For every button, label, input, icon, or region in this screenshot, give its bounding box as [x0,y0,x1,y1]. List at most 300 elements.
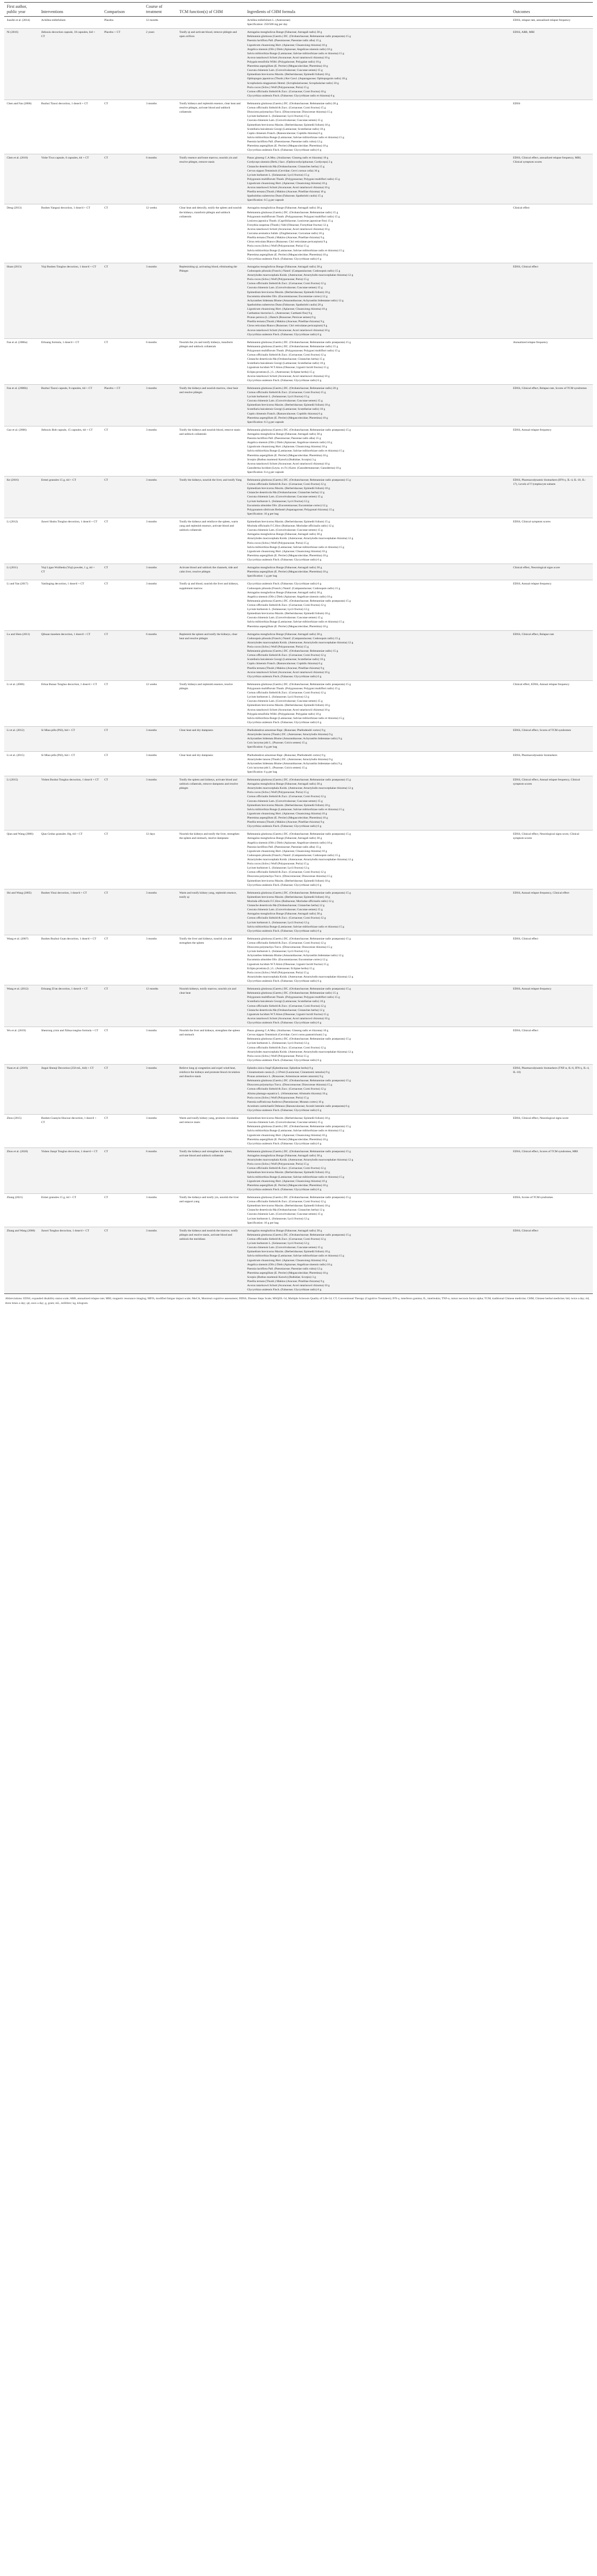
ingredient-item: Cuscuta chinensis Lam. (Convolvulaceae; Cuscutae semen) 15 g [247,529,323,532]
cell-ingredients [245,935,510,985]
cell-intervention: Jiebuxiu decoction capsule, 18 capsules, bid + CT [39,29,102,100]
ingredient-item: Ganoderma lucidum (Leyss. ex Fr.) Karst. (Ganodermataceae; Ganoderma) 10 g [247,466,341,470]
table-row [4,1147,593,1193]
ingredient-item: Lycium barbarum L. (Solanaceae; Lycii fructus) 12 g [247,695,309,699]
cell-function: Replenish the spleen and tonify the kidneys, clear heat and resolve phlegm [177,630,245,680]
ingredient-item: Dioscorea polystachya Turcz. (Dioscoreaceae; Dioscoreae rhizoma) 15 g [247,946,333,949]
cell-course: 3 months [143,751,177,776]
cell-ingredients [245,204,510,263]
cell-ingredients [245,726,510,751]
cell-author: Shi and Wang (2005) [4,889,39,935]
cell-function: Nourish kidneys, tonify marrow, nourish yin and clear heat [177,985,245,1027]
cell-course: 3 months [143,1115,177,1148]
cell-author: Gao et al. (2006) [4,426,39,476]
ingredient-item: Epimedium brevicornu Maxim. (Berberidaceae; Epimedii folium) 10 g [247,704,330,707]
ingredient-item: Coptis chinensis Franch. (Ranunculaceae; Coptidis rhizoma) 6 g [247,131,323,135]
ingredient-item: Eclipta prostrata (L.) L. (Asteraceae; Ecliptae herba) 15 g [247,370,314,374]
cell-outcomes: EDSS, relapse rate, annualized relapse frequency [510,17,593,29]
cell-course: 12 months [143,985,177,1027]
ingredient-item: Atractylodes macrocephala Koidz. (Asteraceae; Atractylodis macrocephalae rhizoma) 12 g [247,537,354,541]
ingredient-item: Acorus tatarinowii Schott (Acoraceae; Acori tatarinowii rhizoma) 10 g [247,186,330,190]
cell-author: Li et al. (2012) [4,726,39,751]
ingredient-item: Ligusticum chuanxiong Hort. (Apiaceae; Chuanxiong rhizoma) 10 g [247,812,327,815]
cell-outcomes: EDSS, Clinical effect [510,1027,593,1065]
ingredient-item: Rehmannia glutinosa (Gaertn.) DC. (Orobanchaceae; Rehmanniae radix praeparata) 15 g [247,1150,351,1153]
ingredient-item: Pheretima aspergillum (E. Perrier) (Megascolecidae; Pheretima) 10 g [247,1271,328,1275]
cell-intervention: Jiebuxiu Bolt capsule, 15 capsules, tid + CT [39,426,102,476]
ingredient-item: Codonopsis pilosula (Franch.) Nannf. (Campanulaceae; Codonopsis radix) 15 g [247,853,340,857]
cell-function: Nourish the yin and tonify kidneys, transform phlegm and unblock collaterals [177,338,245,384]
ingredient-item: Ligustrum lucidum W.T.Aiton (Oleaceae; Ligustri lucidi fructus) 15 g [247,962,329,966]
ingredient-item: Scutellaria baicalensis Georgi (Lamiaceae; Scutellariae radix) 10 g [247,408,325,411]
ingredient-item: Specification: 10 g per bag [247,512,279,516]
cell-outcomes: EDSS, Pharmacodynamic biomarkers [510,751,593,776]
cell-course: 3 months [143,564,177,580]
cell-author: Wang et al. (2007) [4,935,39,985]
ingredient-item: Ligusticum chuanxiong Hort. (Apiaceae; Chuanxiong rhizoma) 10 g [247,43,327,47]
ingredient-item: Atractylodes macrocephala Koidz. (Asteraceae; Atractylodis macrocephalae rhizoma) 12 g [247,975,354,979]
ingredient-item: Poria cocos (Schw.) Wolf (Polyporaceae; Poria) 15 g [247,645,309,649]
ingredient-item: Cuscuta chinensis Lam. (Convolvulaceae; Cuscutae semen) 15 g [247,799,323,803]
ingredient-item: Phellodendron amurense Rupr. (Rutaceae; Phellodendri cortex) 9 g [247,728,326,732]
ingredient-item: Astragalus mongholicus Bunge (Fabaceae; Astragali radix) 30 g [247,912,322,916]
cell-intervention: Buzhui Tiaoxi decoction, 1 dose/d + CT [39,100,102,154]
ingredient-item: Cornus officinalis Siebold & Zucc. (Cornaceae; Corni fructus) 12 g [247,483,326,486]
ingredient-item: Atractylodes lancea (Thunb.) DC. (Asteraceae; Atractylodis rhizoma) 9 g [247,758,333,761]
cell-outcomes: EDSS [510,100,593,154]
cell-ingredients [245,154,510,204]
cell-author: Fan et al. (2006b) [4,384,39,426]
cell-intervention: Si Miao pills (Pill), bid + CT [39,726,102,751]
ingredient-item: Cervus nippon Temminck (Cervidae; Cervi cornus colla) 10 g [247,169,320,173]
ingredient-item: Salvia miltiorrhiza Bunge (Lamiaceae; Salviae miltiorrhizae radix et rhizoma) 15 g [247,1175,345,1179]
cell-ingredients [245,338,510,384]
ingredient-item: Achyranthes bidentata Blume (Amaranthaceae; Achyranthis bidentatae radix) 9 g [247,737,343,741]
cell-outcomes: EDSS, Clinical effect [510,263,593,338]
cell-comparison: Placebo + CT [102,29,143,100]
cell-intervention: Yiqi Ligan Wuliheda (Yiqi) powder, 1 g, tid + CT [39,564,102,580]
cell-comparison: CT [102,889,143,935]
ingredient-item: Cuscuta chinensis Lam. (Convolvulaceae; Cuscutae semen) 15 g [247,495,323,499]
ingredient-item: Scutellaria baicalensis Georgi (Lamiaceae; Scutellariae radix) 10 g [247,658,325,662]
ingredient-item: Pheretima aspergillum (E. Perrier) (Megascolecidae; Pheretima) 10 g [247,1138,328,1141]
ingredient-item: Rehmannia glutinosa (Gaertn.) DC. (Orobanchaceae; Rehmanniae radix praeparata) 15 g [247,891,351,895]
cell-function: Tonify kidneys and replenish essence, resolve phlegm [177,680,245,726]
ingredient-item: Atractylodes macrocephala Koidz. (Asteraceae; Atractylodis macrocephalae rhizoma) 12 g [247,274,354,277]
ingredient-item: Atractylodes macrocephala Koidz. (Asteraceae; Atractylodis macrocephalae rhizoma) 12 g [247,641,354,644]
ingredient-item: Cuscuta chinensis Lam. (Convolvulaceae; Cuscutae semen) 15 g [247,616,323,620]
cell-comparison: CT [102,426,143,476]
cell-comparison: CT [102,680,143,726]
cell-intervention: Erhuang formula, 1 dose/d + CT [39,338,102,384]
ingredient-item: Cornus officinalis Siebold & Zucc. (Cornaceae; Corni fructus) 12 g [247,282,326,286]
ingredient-item: Salvia miltiorrhiza Bunge (Lamiaceae; Salviae miltiorrhizae radix et rhizoma) 15 g [247,808,345,811]
table-row [4,263,593,338]
ingredient-item: Morinda officinalis F.C.How (Rubiaceae; Morindae officinalis radix) 12 g [247,900,334,903]
ingredient-item: Cornus officinalis Siebold & Zucc. (Cornaceae; Corni fructus) 12 g [247,1046,326,1049]
ingredient-item: Astragalus mongholicus Bunge (Fabaceae; Astragali radix) 30 g [247,432,322,436]
ingredient-item: Glycyrrhiza uralensis Fisch. (Fabaceae; Glycyrrhizae radix) 6 g [247,379,322,382]
ingredient-item: Dioscorea polystachya Turcz. (Dioscoreaceae; Dioscoreae rhizoma) 15 g [247,875,333,878]
cell-course: 6 months [143,154,177,204]
ingredient-item: Glycyrrhiza uralensis Fisch. (Fabaceae; Glycyrrhizae radix) 6 g [247,582,322,586]
cell-intervention: Yishen Jianpi Tongluo decoction, 1 dose/d + CT [39,1147,102,1193]
header-function: TCM function(s) of CHM [177,3,245,17]
ingredient-item: Salvia miltiorrhiza Bunge (Lamiaceae; Salviae miltiorrhizae radix et rhizoma) 15 g [247,52,345,55]
cell-author: Qian and Wang (2006) [4,831,39,889]
table-row [4,935,593,985]
ingredient-item: Specification: 0.5 g per capsule [247,199,284,202]
ingredient-item: Poria cocos (Schw.) Wolf (Polyporaceae; Poria) 15 g [247,1163,309,1166]
table-row [4,29,593,100]
ingredient-item: Specification: 6 g per bag [247,746,277,749]
ingredient-item: Ligusticum chuanxiong Hort. (Apiaceae; Chuanxiong rhizoma) 10 g [247,1259,327,1262]
ingredient-item: Acorus tatarinowii Schott (Acoraceae; Acori tatarinowii rhizoma) 10 g [247,462,330,466]
cell-author: Lu and Shen (2011) [4,630,39,680]
cell-author: Chen et al. (2016) [4,154,39,204]
ingredient-item: Astragalus mongholicus Bunge (Fabaceae; Astragali radix) 30 g [247,1229,322,1232]
cell-function: Tonify the kidneys and nourish the marrow, tonify phlegm and resolve stasis, activate blood and unblock the meridians [177,1227,245,1294]
ingredient-item: Pinellia ternata (Thunb.) Makino (Araceae; Pinelliae rhizoma) 10 g [247,190,326,194]
ingredient-item: Rehmannia glutinosa (Gaertn.) DC. (Orobanchaceae; Rehmanniae radix) 20 g [247,102,338,105]
table-row [4,630,593,680]
cell-outcomes: EDSS, Annual relapse frequency [510,426,593,476]
studies-table [4,2,593,1294]
ingredient-item: Cornus officinalis Siebold & Zucc. (Cornaceae; Corni fructus) 10 g [247,90,326,93]
cell-intervention: Bushen Yangsui decoction, 1 dose/d + CT [39,204,102,263]
ingredient-item: Atractylodes lancea (Thunb.) DC. (Asteraceae; Atractylodis rhizoma) 9 g [247,733,333,737]
ingredient-item: Lycium barbarum L. (Solanaceae; Lycii fructus) 15 g [247,395,309,399]
cell-comparison: CT [102,338,143,384]
ingredient-item: Prunus persica (L.) Batsch (Rosaceae; Persicae semen) 9 g [247,316,316,320]
ingredient-item: Poria cocos (Schw.) Wolf (Polyporaceae; Poria) 15 g [247,278,309,282]
ingredient-item: Glycyrrhiza uralensis Fisch. (Fabaceae; Glycyrrhizae radix) 6 g [247,721,322,724]
ingredient-item: Epimedium brevicornu Maxim. (Berberidaceae; Epimedii folium) 10 g [247,1250,330,1254]
ingredient-item: Rehmannia glutinosa (Gaertn.) DC. (Orobanchaceae; Rehmanniae radix praeparata) 15 g [247,599,351,603]
ingredient-item: Achillea millefolium L. (Asteraceae) [247,19,290,22]
table-row [4,1027,593,1065]
ingredient-item: Scutellaria baicalensis Georgi (Lamiaceae; Scutellariae radix) 10 g [247,127,325,131]
cell-ingredients [245,680,510,726]
cell-course: 3 months [143,1227,177,1294]
ingredient-item: Cinnamomum cassia (L.) J.Presl (Lauraceae; Cinnamomi ramulus) 9 g [247,1071,330,1075]
ingredient-item: Lycium barbarum L. (Solanaceae; Lycii fructus) 12 g [247,499,309,503]
ingredient-item: Coptis chinensis Franch. (Ranunculaceae; Coptidis rhizoma) 6 g [247,662,323,666]
cell-author: Ke (2016) [4,477,39,518]
ingredient-item: Salvia miltiorrhiza Bunge (Lamiaceae; Salviae miltiorrhizae radix et rhizoma) 15 g [247,925,345,929]
cell-outcomes: EDSS, Annual relapse frequency, Clinical effect [510,889,593,935]
cell-author: Zhou (2015) [4,1115,39,1148]
cell-ingredients [245,1115,510,1148]
ingredient-item: Cistanche deserticola Ma (Orobanchaceae; Cistanches herba) 12 g [247,491,325,495]
ingredient-item: Rehmannia glutinosa (Gaertn.) DC. (Orobanchaceae; Rehmanniae radix praeparata) 15 g [247,778,351,782]
ingredient-item: Achyranthes bidentata Blume (Amaranthaceae; Achyranthis bidentatae radix) 9 g [247,762,343,765]
ingredient-item: Poria cocos (Schw.) Wolf (Polyporaceae; Poria) 15 g [247,862,309,866]
header-row [4,3,593,17]
ingredient-item: Astragalus mongholicus Bunge (Fabaceae; Astragali radix) 30 g [247,837,322,840]
cell-comparison: CT [102,204,143,263]
ingredient-item: Cuscuta chinensis Lam. (Convolvulaceae; Cuscutae semen) 15 g [247,399,323,403]
cell-course: 3 months [143,889,177,935]
ingredient-item: Codonopsis pilosula (Franch.) Nannf. (Campanulaceae; Codonopsis radix) 15 g [247,270,340,273]
ingredient-item: Specification: 6 g per bag [247,770,277,774]
ingredient-item: Scorpio (Buthus martensii Karsch) (Buthidae; Scorpio) 3 g [247,458,316,461]
ingredient-item: Cistanche deserticola Ma (Orobanchaceae; Cistanches herba) 12 g [247,904,325,908]
ingredient-item: Epimedium brevicornu Maxim. (Berberidaceae; Epimedii folium) 10 g [247,1117,330,1120]
table-row [4,384,593,426]
ingredient-item: Poria cocos (Schw.) Wolf (Polyporaceae; Poria) 15 g [247,86,309,89]
cell-ingredients [245,831,510,889]
cell-comparison: CT [102,477,143,518]
cell-intervention: Jingui Shenqi Decoction (250 mL, bid) + CT [39,1064,102,1114]
cell-comparison: CT [102,1115,143,1148]
cell-author: Huan (2013) [4,263,39,338]
ingredient-item: Pinellia ternata (Thunb.) Makino (Araceae; Pinelliae rhizoma) 9 g [247,821,324,824]
ingredient-item: Ligusticum chuanxiong Hort. (Apiaceae; Chuanxiong rhizoma) 10 g [247,445,327,449]
header-author: First author, public year [4,3,39,17]
cell-comparison: CT [102,518,143,564]
table-row [4,426,593,476]
ingredient-item: Rehmannia glutinosa (Gaertn.) DC. (Orobanchaceae; Rehmanniae radix) 20 g [247,386,338,390]
cell-outcomes: EDSS, Clinical effect, Relapse rate, Scores of TCM syndromes [510,384,593,426]
cell-author: Li (2011) [4,564,39,580]
cell-function: Tonify the spleen and kidneys, activate blood and unblock collaterals, remove dampness and resolve phlegm [177,776,245,831]
ingredient-item: Acorus tatarinowii Schott (Acoraceae; Acori tatarinowii rhizoma) 10 g [247,228,330,231]
ingredient-item: Cornus officinalis Siebold & Zucc. (Cornaceae; Corni fructus) 12 g [247,1004,326,1008]
ingredient-item: Angelica sinensis (Oliv.) Diels (Apiaceae; Angelicae sinensis radix) 10 g [247,441,333,445]
ingredient-item: Citrus reticulata Blanco (Rutaceae; Citri reticulatae pericarpium) 9 g [247,324,327,328]
cell-ingredients [245,29,510,100]
cell-function: Nourish the kidneys and tonify the liver, strengthen the spleen and stomach, resolve dampness [177,831,245,889]
table-row [4,17,593,29]
ingredient-item: Lycium barbarum L. (Solanaceae; Lycii fructus) 12 g [247,950,309,954]
ingredient-item: Angelica sinensis (Oliv.) Diels (Apiaceae; Angelicae sinensis radix) 10 g [247,1263,333,1266]
cell-course: 6 months [143,338,177,384]
cell-outcomes: EDSS, Clinical symptom scores [510,518,593,564]
cell-outcomes: EDSS, Clinical effect, Neurological signs score, Clinical symptom scores [510,831,593,889]
cell-course: 3 months [143,1194,177,1227]
ingredient-item: Cordyceps sinensis (Berk.) Sacc. (Ophiocordycipitaceae; Cordyceps) 3 g [247,161,333,164]
ingredient-item: Scutellaria baicalensis Georgi (Lamiaceae; Scutellariae radix) 10 g [247,362,325,365]
ingredient-item: Atractylodes macrocephala Koidz. (Asteraceae; Atractylodis macrocephalae rhizoma) 12 g [247,787,354,790]
ingredient-item: Salvia miltiorrhiza Bunge (Lamiaceae; Salviae miltiorrhizae radix et rhizoma) 15 g [247,1254,345,1258]
ingredient-item: Ligusticum chuanxiong Hort. (Apiaceae; Chuanxiong rhizoma) 10 g [247,1133,327,1137]
cell-author: Li et al. (2015) [4,751,39,776]
cell-course: 6 months [143,630,177,680]
cell-function: Clear heat and dry dampness [177,726,245,751]
cell-outcomes: Clinical effect, Neurological signs score [510,564,593,580]
cell-comparison: CT [102,985,143,1027]
ingredient-item: Glycyrrhiza uralensis Fisch. (Fabaceae; Glycyrrhizae radix) 6 g [247,1188,322,1191]
ingredient-item: Paeonia lactiflora Pall. (Paeoniaceae; Paeoniae radix alba) 15 g [247,39,321,43]
ingredient-item: Astragalus mongholicus Bunge (Fabaceae; Astragali radix) 30 g [247,566,322,570]
cell-intervention: Shenrong yixin and Xihua tongluo formula + CT [39,1027,102,1065]
ingredient-item: Ephedra sinica Stapf (Ephedraceae; Ephedrae herba) 9 g [247,1066,313,1070]
cell-function: Tonify the kidneys and tonify yin, nourish the liver and support yang [177,1194,245,1227]
ingredient-item: Cornus officinalis Siebold & Zucc. (Cornaceae; Corni fructus) 12 g [247,1088,326,1091]
cell-function: Replenishing qi, activating blood, eliminating the Phlegm [177,263,245,338]
ingredient-item: Cornus officinalis Siebold & Zucc. (Cornaceae; Corni fructus) 12 g [247,871,326,874]
ingredient-item: Epimedium brevicornu Maxim. (Berberidaceae; Epimedii folium) 10 g [247,1171,330,1175]
ingredient-item: Pheretima aspergillum (E. Perrier) (Megascolecidae; Pheretima) 10 g [247,65,328,68]
cell-ingredients [245,1027,510,1065]
ingredient-item: Poria cocos (Schw.) Wolf (Polyporaceae; Poria) 15 g [247,971,309,974]
cell-author: Li (2015) [4,776,39,831]
cell-ingredients [245,477,510,518]
cell-author: Zhang (2021) [4,1194,39,1227]
cell-course: 2 years [143,29,177,100]
ingredient-item: Poria cocos (Schw.) Wolf (Polyporaceae; Poria) 15 g [247,1054,309,1058]
table-row [4,726,593,751]
cell-outcomes: Clinical effect, EDSS, Annual relapse frequency [510,680,593,726]
ingredient-item: Coix lacryma-jobi L. (Poaceae; Coicis semen) 15 g [247,766,307,770]
ingredient-item: Citrus reticulata Blanco (Rutaceae; Citri reticulatae pericarpium) 9 g [247,240,327,244]
ingredient-item: Coix lacryma-jobi L. (Poaceae; Coicis semen) 15 g [247,741,307,745]
ingredient-item: Acorus tatarinowii Schott (Acoraceae; Acori tatarinowii rhizoma) 10 g [247,1284,330,1288]
ingredient-item: Pheretima aspergillum (E. Perrier) (Megascolecidae; Pheretima) 10 g [247,1183,328,1187]
cell-course: 3 months [143,477,177,518]
ingredient-item: Salvia miltiorrhiza Bunge (Lamiaceae; Salviae miltiorrhizae radix et rhizoma) 15 g [247,449,345,453]
ingredient-item: Cistanche deserticola Ma (Orobanchaceae; Cistanches herba) 12 g [247,1008,325,1012]
ingredient-item: Pheretima aspergillum (E. Perrier) (Megascolecidae; Pheretima) 10 g [247,554,328,557]
ingredient-item: Phellodendron amurense Rupr. (Rutaceae; Phellodendri cortex) 9 g [247,753,326,757]
cell-function: Tonify qi and activate blood, remove phlegm and open orifices [177,29,245,100]
ingredient-item: Paeonia lactiflora Pall. (Paeoniaceae; Paeoniae radix rubra) 12 g [247,1267,322,1271]
ingredient-item: Glycyrrhiza uralensis Fisch. (Fabaceae; Glycyrrhizae radix et rhizoma) 6 g [247,94,335,97]
cell-function: Warm and tonify kidney yang, replenish essence, tonify qi [177,889,245,935]
cell-course: 3 months [143,1064,177,1114]
cell-course: 3 months [143,580,177,630]
cell-comparison: CT [102,1147,143,1193]
table-row [4,1227,593,1294]
cell-function: Tonify qi and blood, nourish the liver and kidneys, supplement marrow [177,580,245,630]
table-body [4,17,593,1294]
cell-comparison: CT [102,1227,143,1294]
ingredient-item: Angelica sinensis (Oliv.) Diels (Apiaceae; Angelicae sinensis radix) 10 g [247,595,333,599]
cell-author: Wang et al. (2012) [4,985,39,1027]
cell-comparison: CT [102,1194,143,1227]
ingredient-item: Polygonum multiflorum Thunb. (Polygonaceae; Polygoni multiflori radix) 15 g [247,349,340,352]
table-row [4,680,593,726]
ingredient-item: Ligusticum chuanxiong Hort. (Apiaceae; Chuanxiong rhizoma) 10 g [247,849,327,853]
ingredient-item: Salvia miltiorrhiza Bunge (Lamiaceae; Salviae miltiorrhizae radix et rhizoma) 15 g [247,620,345,624]
ingredient-item: Forsythia suspensa (Thunb.) Vahl (Oleaceae; Forsythiae fructus) 12 g [247,223,328,227]
ingredient-item: Pheretima aspergillum (E. Perrier) (Megascolecidae; Pheretima) 10 g [247,416,328,420]
table-row [4,477,593,518]
ingredient-item: Scrophularia ningpoensis Hemsl. (Scrophulariaceae; Scrophulariae radix) 10 g [247,81,339,85]
ingredient-item: Glycyrrhiza uralensis Fisch. (Fabaceae; Glycyrrhizae radix) 6 g [247,1058,322,1062]
ingredient-item: Glycyrrhiza uralensis Fisch. (Fabaceae; Glycyrrhizae radix) 6 g [247,825,322,828]
ingredient-item: Polygonum multiflorum Thunb. (Polygonaceae; Polygoni multiflori radix) 15 g [247,177,340,181]
ingredient-item: Lonicera japonica Thunb. (Caprifoliaceae; Lonicerae japonicae flos) 15 g [247,219,333,223]
header-ingredients: Ingredients of CHM formula [245,3,510,17]
cell-comparison: CT [102,564,143,580]
cell-outcomes: EDSS, Scores of TCM syndromes [510,1194,593,1227]
ingredient-item: Scutellaria baicalensis Georgi (Lamiaceae; Scutellariae radix) 10 g [247,1000,325,1004]
ingredient-item: Epimedium brevicornu Maxim. (Berberidaceae; Epimedii folium) 10 g [247,404,330,407]
ingredient-item: Achyranthes bidentata Blume (Amaranthaceae; Achyranthis bidentatae radix) 12 g [247,954,344,958]
header-interventions: Interventions [39,3,102,17]
ingredient-item: Cornus officinalis Siebold & Zucc. (Cornaceae; Corni fructus) 12 g [247,1167,326,1170]
ingredient-item: Glycyrrhiza uralensis Fisch. (Fabaceae; Glycyrrhizae radix) 6 g [247,333,322,336]
ingredient-item: Poria cocos (Schw.) Wolf (Polyporaceae; Poria) 15 g [247,1096,309,1100]
cell-comparison: Placebo + CT [102,384,143,426]
ingredient-item: Cuscuta chinensis Lam. (Convolvulaceae; Cuscutae semen) 15 g [247,1213,323,1216]
cell-author: Chen and Fan (2006) [4,100,39,154]
cell-ingredients [245,751,510,776]
ingredient-item: Epimedium brevicornu Maxim. (Berberidaceae; Epimedii folium) 10 g [247,123,330,127]
ingredient-item: Atractylodes macrocephala Koidz. (Asteraceae; Atractylodis macrocephalae rhizoma) 12 g [247,858,354,862]
ingredient-item: Rehmannia glutinosa (Gaertn.) DC. (Orobanchaceae; Rehmanniae radix praeparata) 15 g [247,479,351,482]
ingredient-item: Cistanche deserticola Ma (Orobanchaceae; Cistanches herba) 12 g [247,1208,325,1212]
ingredient-item: Rehmannia glutinosa (Gaertn.) DC. (Orobanchaceae; Rehmanniae radix praeparata) 15 g [247,833,351,836]
cell-ingredients [245,1064,510,1114]
ingredient-item: Coptis chinensis Franch. (Ranunculaceae; Coptidis rhizoma) 6 g [247,412,323,416]
cell-function: Tonify the kidneys and strengthen the spleen, activate blood and unblock collaterals [177,1147,245,1193]
cell-function [177,17,245,29]
ingredient-item: Ligusticum chuanxiong Hort. (Apiaceae; Chuanxiong rhizoma) 10 g [247,308,327,311]
cell-outcomes: Clinical effect [510,204,593,263]
ingredient-item: Lycium barbarum L. (Solanaceae; Lycii fructus) 12 g [247,1217,309,1220]
ingredient-item: Pinellia ternata (Thunb.) Makino (Araceae; Pinelliae rhizoma) 9 g [247,236,324,240]
cell-function: Tonify the kidneys and nourish marrow, clear heat and resolve phlegm [177,384,245,426]
header-outcomes: Outcomes [510,3,593,17]
table-row [4,518,593,564]
ingredient-item: Epimedium brevicornu Maxim. (Berberidaceae; Epimedii folium) 10 g [247,879,330,883]
ingredient-item: Acorus tatarinowii Schott (Acoraceae; Acori tatarinowii rhizoma) 10 g [247,374,330,378]
ingredient-item: Panax ginseng C.A.Mey. (Araliaceae; Ginseng radix et rhizoma) 10 g [247,156,328,160]
cell-function: Tonify the kidneys and reinforce the spleen, warm yang and replenish essence, activate blood and unblock collaterals [177,518,245,564]
cell-comparison: CT [102,726,143,751]
ingredient-item: Specification: 250/500 mg per day [247,23,288,27]
cell-ingredients [245,630,510,680]
cell-intervention: Bushen Yisui decoction, 1 dose/d + CT [39,889,102,935]
table-row [4,154,593,204]
cell-intervention: Erhuang Zi'an decoction, 1 dose/d + CT [39,985,102,1027]
ingredient-item: Eucommia ulmoides Oliv. (Eucommiaceae; Eucommiae cortex) 12 g [247,504,328,507]
cell-function: Relieve lung qi congestion and expel wind-heat, reinforce the kidneys and promote blood circulation and dissolve stasis [177,1064,245,1114]
ingredient-item: Lycium barbarum L. (Solanaceae; Lycii fructus) 12 g [247,1242,309,1246]
ingredient-item: Glycyrrhiza uralensis Fisch. (Fabaceae; Glycyrrhizae radix) 6 g [247,149,322,152]
cell-intervention: Yanlinging decoction, 1 dose/d + CT [39,580,102,630]
ingredient-item: Codonopsis pilosula (Franch.) Nannf. (Campanulaceae; Codonopsis radix) 15 g [247,637,340,640]
ingredient-item: Pheretima aspergillum (E. Perrier) (Megascolecidae; Pheretima) 10 g [247,625,328,628]
ingredient-item: Pinellia ternata (Thunb.) Makino (Araceae; Pinelliae rhizoma) 9 g [247,320,324,324]
ingredient-item: Eucommia ulmoides Oliv. (Eucommiaceae; Eucommiae cortex) 12 g [247,295,328,298]
table-row [4,338,593,384]
ingredient-item: Epimedium brevicornu Maxim. (Berberidaceae; Epimedii folium) 10 g [247,290,330,294]
ingredient-item: Poria cocos (Schw.) Wolf (Polyporaceae; Poria) 15 g [247,541,309,545]
ingredient-item: Salvia miltiorrhiza Bunge (Lamiaceae; Salviae miltiorrhizae radix et rhizoma) 15 g [247,716,345,720]
ingredient-item: Rehmannia glutinosa (Gaertn.) DC. (Orobanchaceae; Rehmanniae radix praeparata) 15 g [247,1233,351,1237]
table-header [4,3,593,17]
ingredient-item: Scorpio (Buthus martensii Karsch) (Buthidae; Scorpio) 3 g [247,1275,316,1279]
ingredient-item: Aconitum carmichaelii Debeaux (Ranunculaceae; Aconiti lateralis radix praeparata) 6 g [247,1104,350,1108]
ingredient-item: Angelica sinensis (Oliv.) Diels (Apiaceae; Angelicae sinensis radix) 10 g [247,841,333,845]
ingredient-item: Pheretima aspergillum (E. Perrier) (Megascolecidae; Pheretima) 10 g [247,253,328,257]
ingredient-item: Polygala tenuifolia Willd. (Polygalaceae; Polygalae radix) 10 g [247,60,321,64]
cell-ingredients [245,518,510,564]
ingredient-item: Rehmannia glutinosa (Gaertn.) DC. (Orobanchaceae; Rehmanniae radix praeparata) 15 g [247,1125,351,1129]
cell-outcomes: EDSS, Clinical effect, annualized relapse frequency, MRI, Clinical symptom scores [510,154,593,204]
ingredient-item: Epimedium brevicornu Maxim. (Berberidaceae; Epimedii folium) 10 g [247,612,330,616]
cell-outcomes: Annualized relapse frequency [510,338,593,384]
table-row [4,564,593,580]
cell-outcomes: EDSS, Clinical effect, Neurological signs score [510,1115,593,1148]
ingredient-item: Rehmannia glutinosa (Gaertn.) DC. (Orobanchaceae; Rehmanniae radix praeparata) 15 g [247,1196,351,1199]
cell-intervention: Jiawei Shuhu Tongluo decoction, 1 dose/d + CT [39,518,102,564]
ingredient-item: Specification: 1 g per bag [247,575,277,578]
